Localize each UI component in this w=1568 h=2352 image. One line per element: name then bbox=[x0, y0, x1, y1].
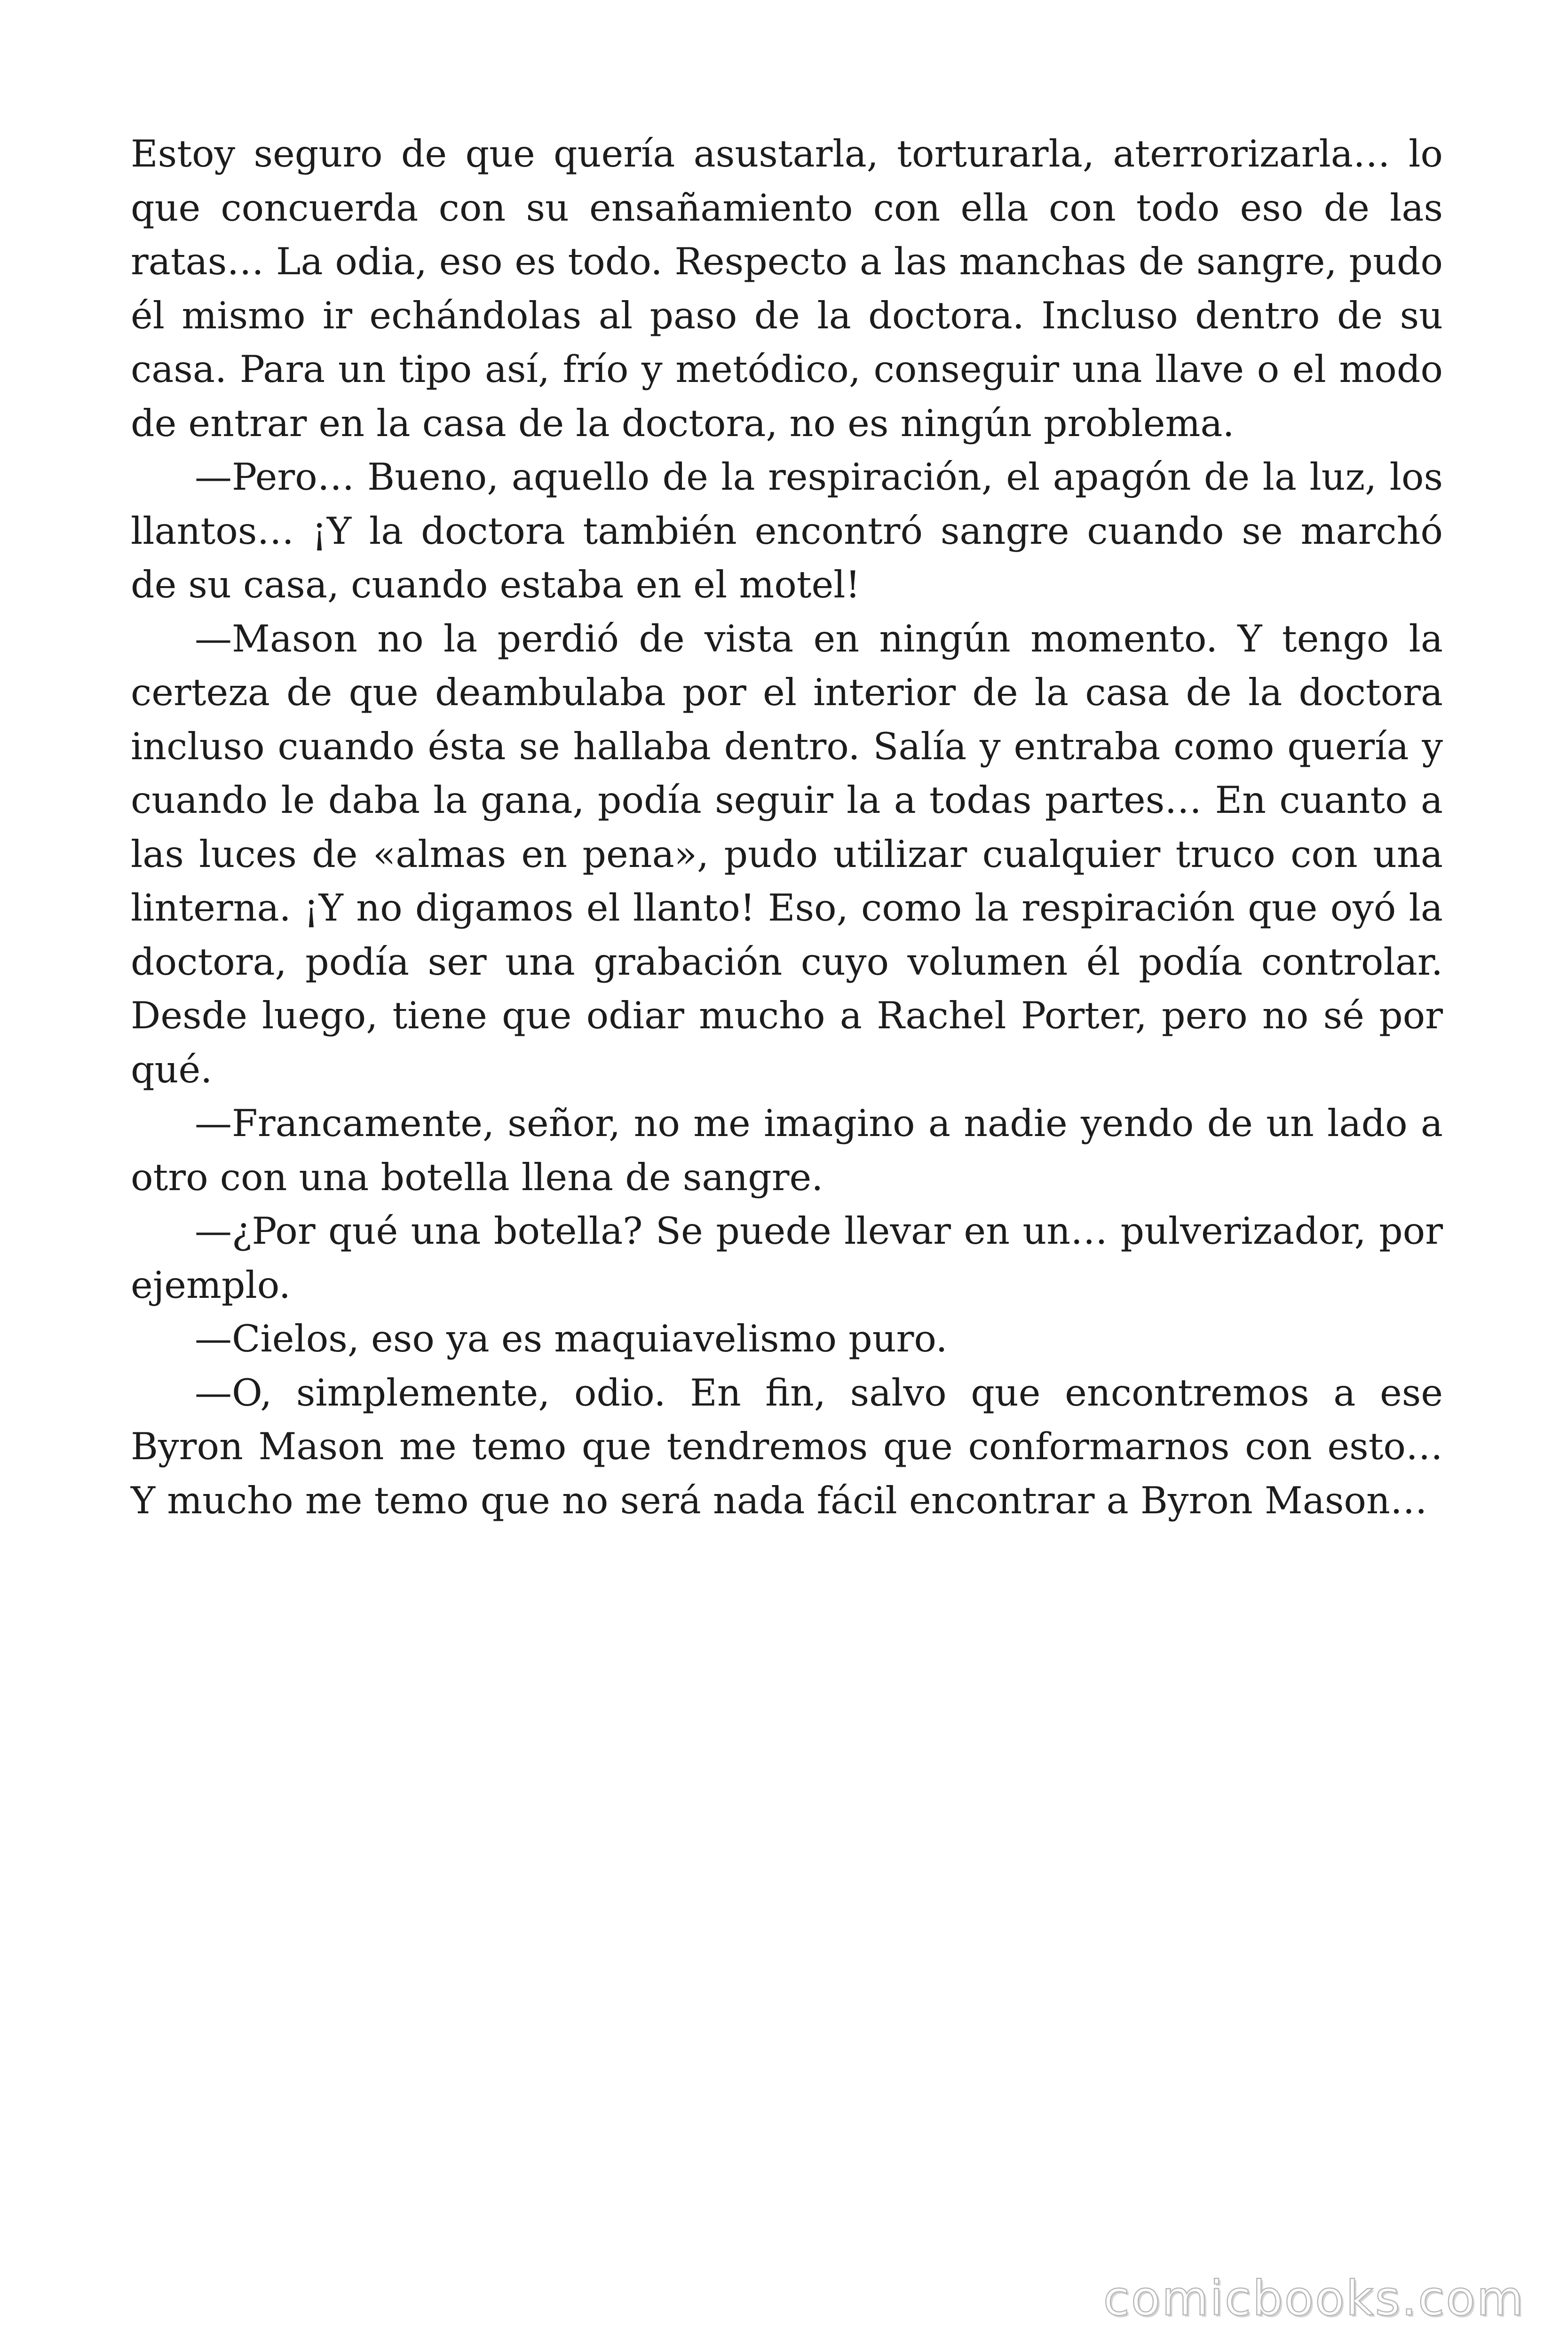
paragraph-6: —Cielos, eso ya es maquiavelismo puro. bbox=[195, 1317, 948, 1360]
paragraph-3: —Mason no la perdió de vista en ningún momento. Y tengo la certeza de que deambulaba por el interior de la casa de la doctora incluso cuando ésta se hallaba dentro. Salía y entraba como quería y cuando le daba la gana, podía seguir la a todas partes… En cuanto a las luces de «almas en pena», pudo utilizar cualquier truco con una linterna. ¡Y no digamos el llanto! Eso, como la respiración que oyó la doctora, podía ser una grabación cuyo volumen él podía controlar. Desde luego, tiene que odiar mucho a Rachel Porter, pero no sé por qué. bbox=[131, 617, 1443, 1091]
watermark: comicbooks.com bbox=[1103, 2271, 1525, 2327]
paragraph-4: —Francamente, señor, no me imagino a nadie yendo de un lado a otro con una botella llena de sangre. bbox=[131, 1102, 1443, 1199]
paragraph-2: —Pero… Bueno, aquello de la respiración, el apagón de la luz, los llantos… ¡Y la doctora también encontró sangre cuando se marchó de su casa, cuando estaba en el motel! bbox=[131, 455, 1443, 606]
paragraph-1: Estoy seguro de que quería asustarla, torturarla, aterrorizarla… lo que concuerda con su ensañamiento con ella con todo eso de las ratas… La odia, eso es todo. Respecto a las manchas de sangre, pudo él mismo ir echándolas al paso de la doctora. Incluso dentro de su casa. Para un tipo así, frío y metódico, conseguir una llave o el modo de entrar en la casa de la doctora, no es ningún problema. bbox=[131, 132, 1443, 445]
paragraph-7: —O, simplemente, odio. En fin, salvo que encontremos a ese Byron Mason me temo que tendremos que conformarnos con esto… Y mucho me temo que no será nada fácil encontrar a Byron Mason… bbox=[131, 1371, 1443, 1522]
paragraph-5: —¿Por qué una botella? Se puede llevar en un… pulverizador, por ejemplo. bbox=[131, 1209, 1443, 1307]
body-text bbox=[131, 127, 1443, 1527]
